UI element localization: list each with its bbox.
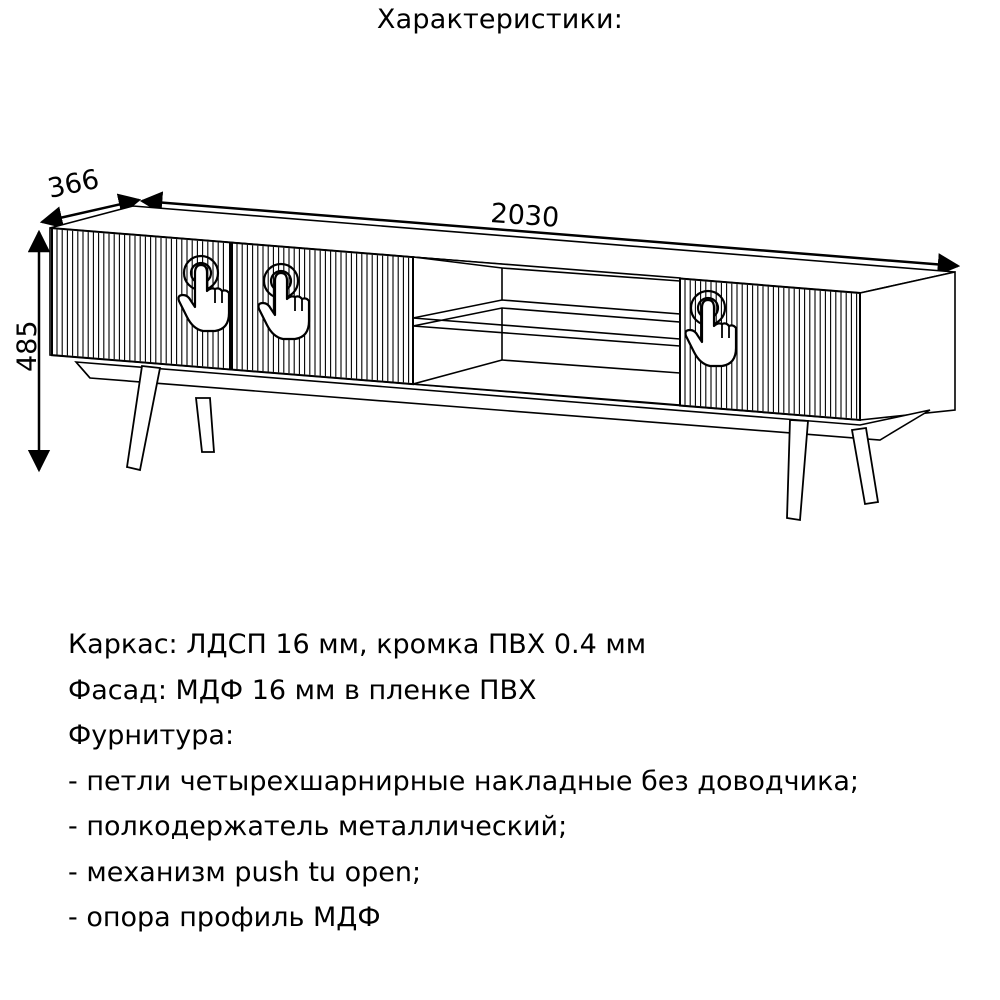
spec-support: - опора профиль МДФ <box>68 902 381 933</box>
spec-frame: Каркас: ЛДСП 16 мм, кромка ПВХ 0.4 мм <box>68 629 647 660</box>
spec-facade: Фасад: МДФ 16 мм в пленке ПВХ <box>68 674 537 706</box>
height-dimension <box>12 232 43 470</box>
leg-back-left <box>196 398 214 452</box>
width-label: 2030 <box>489 198 561 234</box>
spec-hardware-heading: Фурнитура: <box>68 720 235 751</box>
spec-hinges: - петли четырехшарнирные накладные без доводчика; <box>68 765 860 797</box>
specifications-list <box>68 622 988 941</box>
open-shelf-section <box>413 257 680 405</box>
spec-mechanism: - механизм push tu open; <box>68 856 422 888</box>
page-title: Характеристики: <box>376 4 624 35</box>
door-2 <box>232 243 413 385</box>
spec-shelf-holder: - полкодержатель металлический; <box>68 811 568 842</box>
depth-label: 366 <box>45 163 102 205</box>
leg-front-right <box>787 420 808 520</box>
height-label: 485 <box>12 320 43 372</box>
